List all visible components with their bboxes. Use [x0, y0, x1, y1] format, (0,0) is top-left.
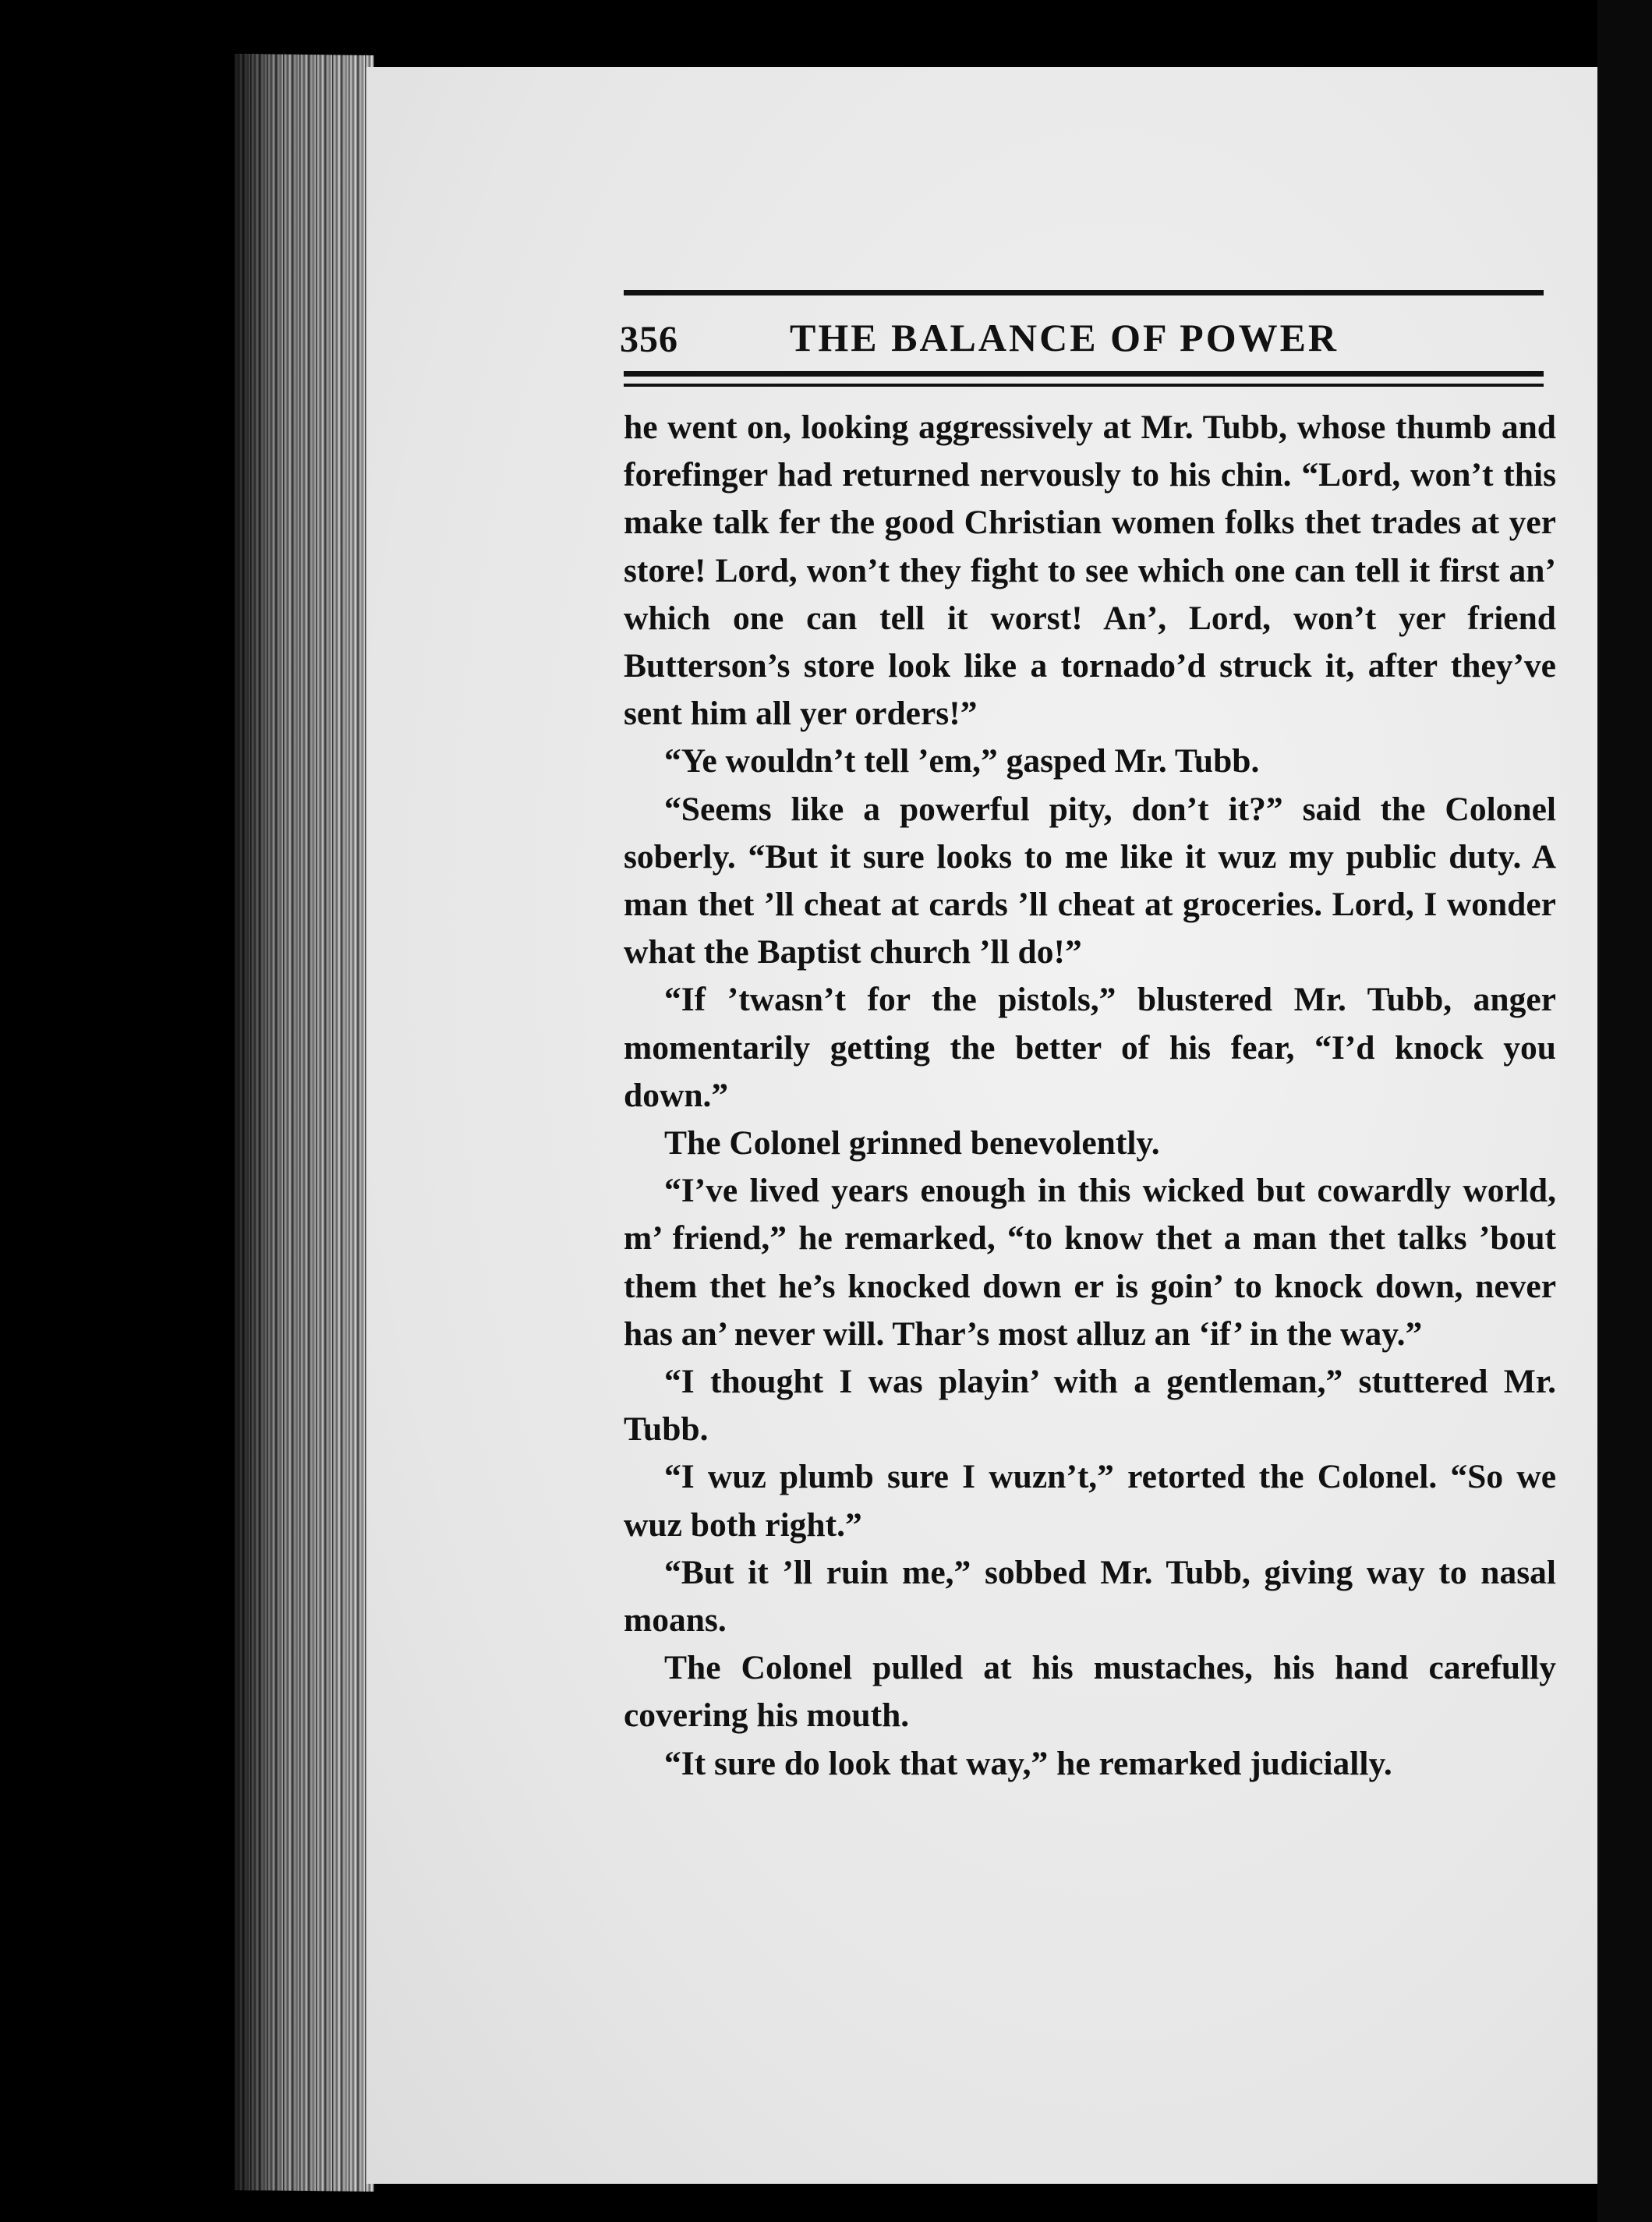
paragraph: he went on, looking aggressively at Mr. Tubb, whose thumb and forefinger had returned nervously to his chin. “Lord, won’t this make talk fer the good Christian women folks thet trades at yer store! Lord, won’t they fight to see which one can tell it first an’ which one can tell it worst! An’, Lord, won’t yer friend Butterson’s store look like a tornado’d struck it, after they’ve sent him all yer orders!” [624, 409, 1556, 733]
paragraph: “It sure do look that way,” he remarked judicially. [664, 1744, 1392, 1782]
paragraph: “I wuz plumb sure I wuzn’t,” retorted the Colonel. “So we wuz both right.” [624, 1458, 1556, 1544]
paragraph: “If ’twasn’t for the pistols,” blustered Mr. Tubb, anger momentarily getting the better of his fear, “I’d knock you down.” [624, 981, 1556, 1114]
paragraph: “Seems like a powerful pity, don’t it?” said the Colonel soberly. “But it sure looks to me like it wuz my public duty. A man thet ’ll cheat at cards ’ll cheat at groceries. Lord, I wonder what the Baptist church ’ll do!” [624, 790, 1556, 971]
scan-background [1597, 0, 1652, 2222]
page-number: 356 [620, 319, 678, 360]
paragraph: “But it ’ll ruin me,” sobbed Mr. Tubb, giving way to nasal moans. [624, 1553, 1556, 1640]
header-rule-top [624, 290, 1544, 295]
header-rule-bottom [624, 371, 1544, 387]
paragraph: “I’ve lived years enough in this wicked but cowardly world, m’ friend,” he remarked, “to know thet a man thet talks ’bout them thet he’s knocked down er is goin’ to knock down, never has an’ never will. Thar’s most alluz an ‘if’ in the way.” [624, 1172, 1556, 1353]
running-head [620, 312, 1548, 374]
paragraph: “Ye wouldn’t tell ’em,” gasped Mr. Tubb. [664, 742, 1260, 780]
body-text [624, 404, 1556, 1788]
paragraph: “I thought I was playin’ with a gentleman,” stuttered Mr. Tubb. [624, 1363, 1556, 1449]
book-title: THE BALANCE OF POWER [790, 316, 1339, 359]
page-stack-edge [234, 54, 374, 2192]
paragraph: The Colonel pulled at his mustaches, his hand carefully covering his mouth. [624, 1649, 1556, 1735]
paragraph: The Colonel grinned benevolently. [664, 1124, 1160, 1162]
